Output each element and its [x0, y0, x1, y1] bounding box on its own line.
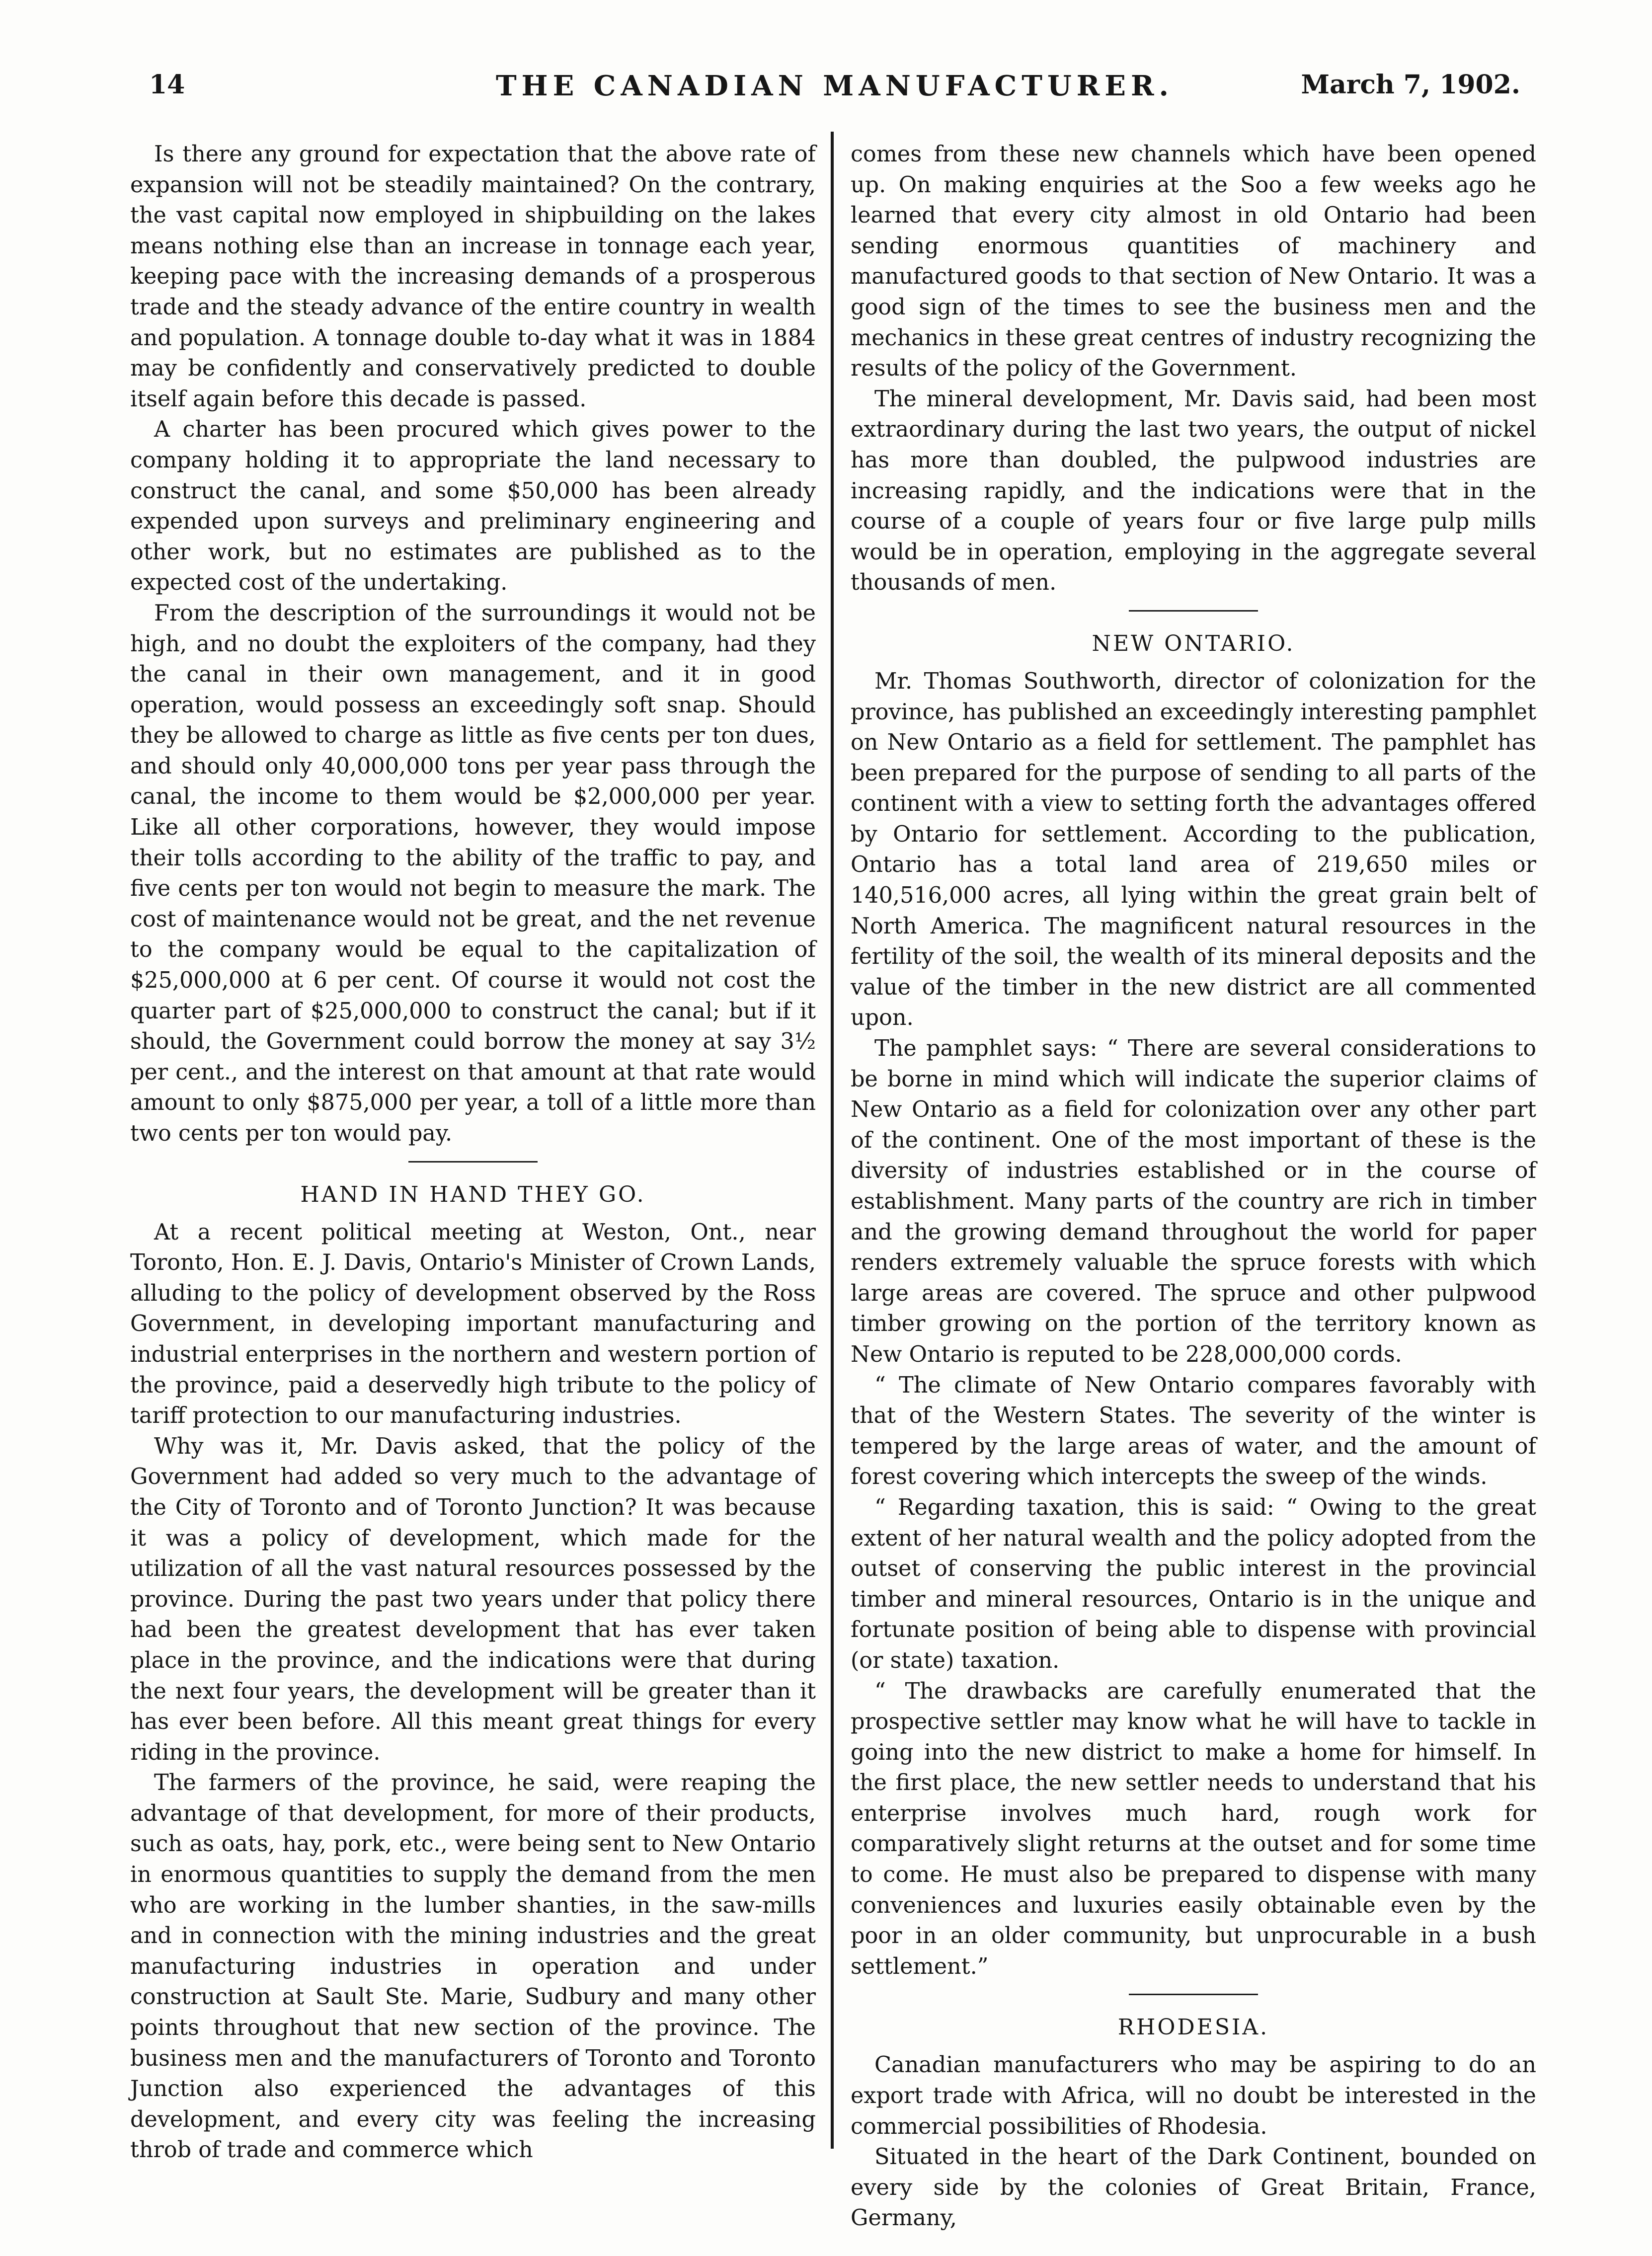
article-paragraph: Is there any ground for expectation that the above rate of expansion will not be steadily maintained? On the contrary, the vast capital now employed in shipbuilding on the lakes means nothing else than an increase in tonnage each year, keeping pace with the increasing demands of a prosperous trade and the steady advance of the entire country in wealth and population. A tonnage double to-day what it was in 1884 may be confidently and conservatively predicted to double itself again before this decade is passed.: [130, 142, 816, 412]
page-header: [149, 70, 1520, 109]
right-column: [851, 139, 1536, 2234]
issue-date: March 7, 1902.: [1301, 70, 1520, 100]
article-heading-hand-in-hand: HAND IN HAND THEY GO.: [300, 1181, 646, 1207]
left-column: [130, 139, 816, 2166]
article-paragraph: “ The climate of New Ontario compares favorably with that of the Western States. The severity of the winter is tempered by the large areas of water, and the amount of forest covering which intercepts the sweep of the winds.: [851, 1372, 1536, 1490]
column-divider: [831, 132, 834, 2149]
article-paragraph: At a recent political meeting at Weston, Ont., near Toronto, Hon. E. J. Davis, Ontario's Minister of Crown Lands, alluding to the policy of development observed by the Ross Government, in developing important manufacturing and industrial enterprises in the northern and western portion of the province, paid a deservedly high tribute to the policy of tariff protection to our manufacturing industries.: [130, 1219, 816, 1429]
article-paragraph: Situated in the heart of the Dark Continent, bounded on every side by the colonies of Great Britain, France, Germany,: [851, 2144, 1536, 2231]
article-paragraph: “ Regarding taxation, this is said: “ Owing to the great extent of her natural wealth and the policy adopted from the outset of conserving the public interest in the provincial timber and mineral resources, Ontario is in the unique and fortunate position of being able to dispense with provincial (or state) taxation.: [851, 1494, 1536, 1673]
article-paragraph: The pamphlet says: “ There are several considerations to be borne in mind which will indicate the superior claims of New Ontario as a field for colonization over any other part of the continent. One of the most important of these is the diversity of industries established or in the course of establishment. Many parts of the country are rich in timber and the growing demand throughout the world for paper renders extremely valuable the spruce forests with which large areas are covered. The spruce and other pulpwood timber growing on the portion of the territory known as New Ontario is reputed to be 228,000,000 cords.: [851, 1036, 1536, 1367]
article-paragraph: The farmers of the province, he said, were reaping the advantage of that development, for more of their products, such as oats, hay, pork, etc., were being sent to New Ontario in enormous quantities to supply the demand from the men who are working in the lumber shanties, in the saw-mills and in connection with the mining industries and the great manufacturing industries in operation and under construction at Sault Ste. Marie, Sudbury and many other points throughout that new section of the province. The business men and the manufacturers of Toronto and Toronto Junction also experienced the advantages of this development, and every city was feeling the increasing throb of trade and commerce which: [130, 1770, 816, 2163]
article-paragraph: A charter has been procured which gives power to the company holding it to appropriate the land necessary to construct the canal, and some $50,000 has been already expended upon surveys and preliminary engineering and other work, but no estimates are published as to the expected cost of the undertaking.: [130, 417, 816, 596]
article-paragraph: Canadian manufacturers who may be aspiring to do an export trade with Africa, will no doubt be interested in the commercial possibilities of Rhodesia.: [851, 2052, 1536, 2139]
article-paragraph: From the description of the surroundings it would not be high, and no doubt the exploiters of the company, had they the canal in their own management, and it in good operation, would possess an exceedingly soft snap. Should they be allowed to charge as little as five cents per ton dues, and should only 40,000,000 tons per year pass through the canal, the income to them would be $2,000,000 per year. Like all other corporations, however, they would impose their tolls according to the ability of the traffic to pay, and five cents per ton would not begin to measure the mark. The cost of maintenance would not be great, and the net revenue to the company would be equal to the capitalization of $25,000,000 at 6 per cent. Of course it would not cost the quarter part of $25,000,000 to construct the canal; but if it should, the Government could borrow the money at say 3½ per cent., and the interest on that amount at that rate would amount to only $875,000 per year, a toll of a little more than two cents per ton would pay.: [130, 600, 816, 1146]
article-paragraph: “ The drawbacks are carefully enumerated that the prospective settler may know what he will have to tackle in going into the new district to make a home for himself. In the first place, the new settler needs to understand that his enterprise involves much hard, rough work for comparatively slight returns at the outset and for some time to come. He must also be prepared to dispense with many conveniences and luxuries easily obtainable even by the poor in an older community, but unprocurable in a bush settlement.”: [851, 1678, 1536, 1979]
article-paragraph: The mineral development, Mr. Davis said, had been most extraordinary during the last two years, the output of nickel has more than doubled, the pulpwood industries are increasing rapidly, and the indications were that in the course of a couple of years four or five large pulp mills would be in operation, employing in the aggregate several thousands of men.: [851, 386, 1536, 596]
article-heading-new-ontario: NEW ONTARIO.: [1092, 630, 1295, 656]
section-divider: [1129, 610, 1258, 612]
article-heading-rhodesia: RHODESIA.: [1117, 2015, 1269, 2040]
article-paragraph: Why was it, Mr. Davis asked, that the policy of the Government had added so very much to the advantage of the City of Toronto and of Toronto Junction? It was because it was a policy of development, which made for the utilization of all the vast natural resources possessed by the province. During the past two years under that policy there had been the greatest development that has ever taken place in the province, and the indications were that during the next four years, the development will be greater than it has ever been before. All this meant great things for every riding in the province.: [130, 1433, 816, 1765]
section-divider: [1129, 1994, 1258, 1995]
publication-title: THE CANADIAN MANUFACTURER.: [495, 70, 1174, 102]
article-paragraph: Mr. Thomas Southworth, director of colonization for the province, has published an exceedingly interesting pamphlet on New Ontario as a field for settlement. The pamphlet has been prepared for the purpose of sending to all parts of the continent with a view to setting forth the advantages offered by Ontario for settlement. According to the publication, Ontario has a total land area of 219,650 miles or 140,516,000 acres, all lying within the great grain belt of North America. The magnificent natural resources in the fertility of the soil, the wealth of its mineral deposits and the value of the timber in the new district are all commented upon.: [851, 668, 1536, 1031]
article-paragraph: comes from these new channels which have been opened up. On making enquiries at the Soo a few weeks ago he learned that every city almost in old Ontario had been sending enormous quantities of machinery and manufactured goods to that section of New Ontario. It was a good sign of the times to see the business men and the mechanics in these great centres of industry recognizing the results of the policy of the Government.: [851, 142, 1536, 382]
section-divider: [408, 1161, 538, 1163]
page-number: 14: [149, 70, 185, 100]
